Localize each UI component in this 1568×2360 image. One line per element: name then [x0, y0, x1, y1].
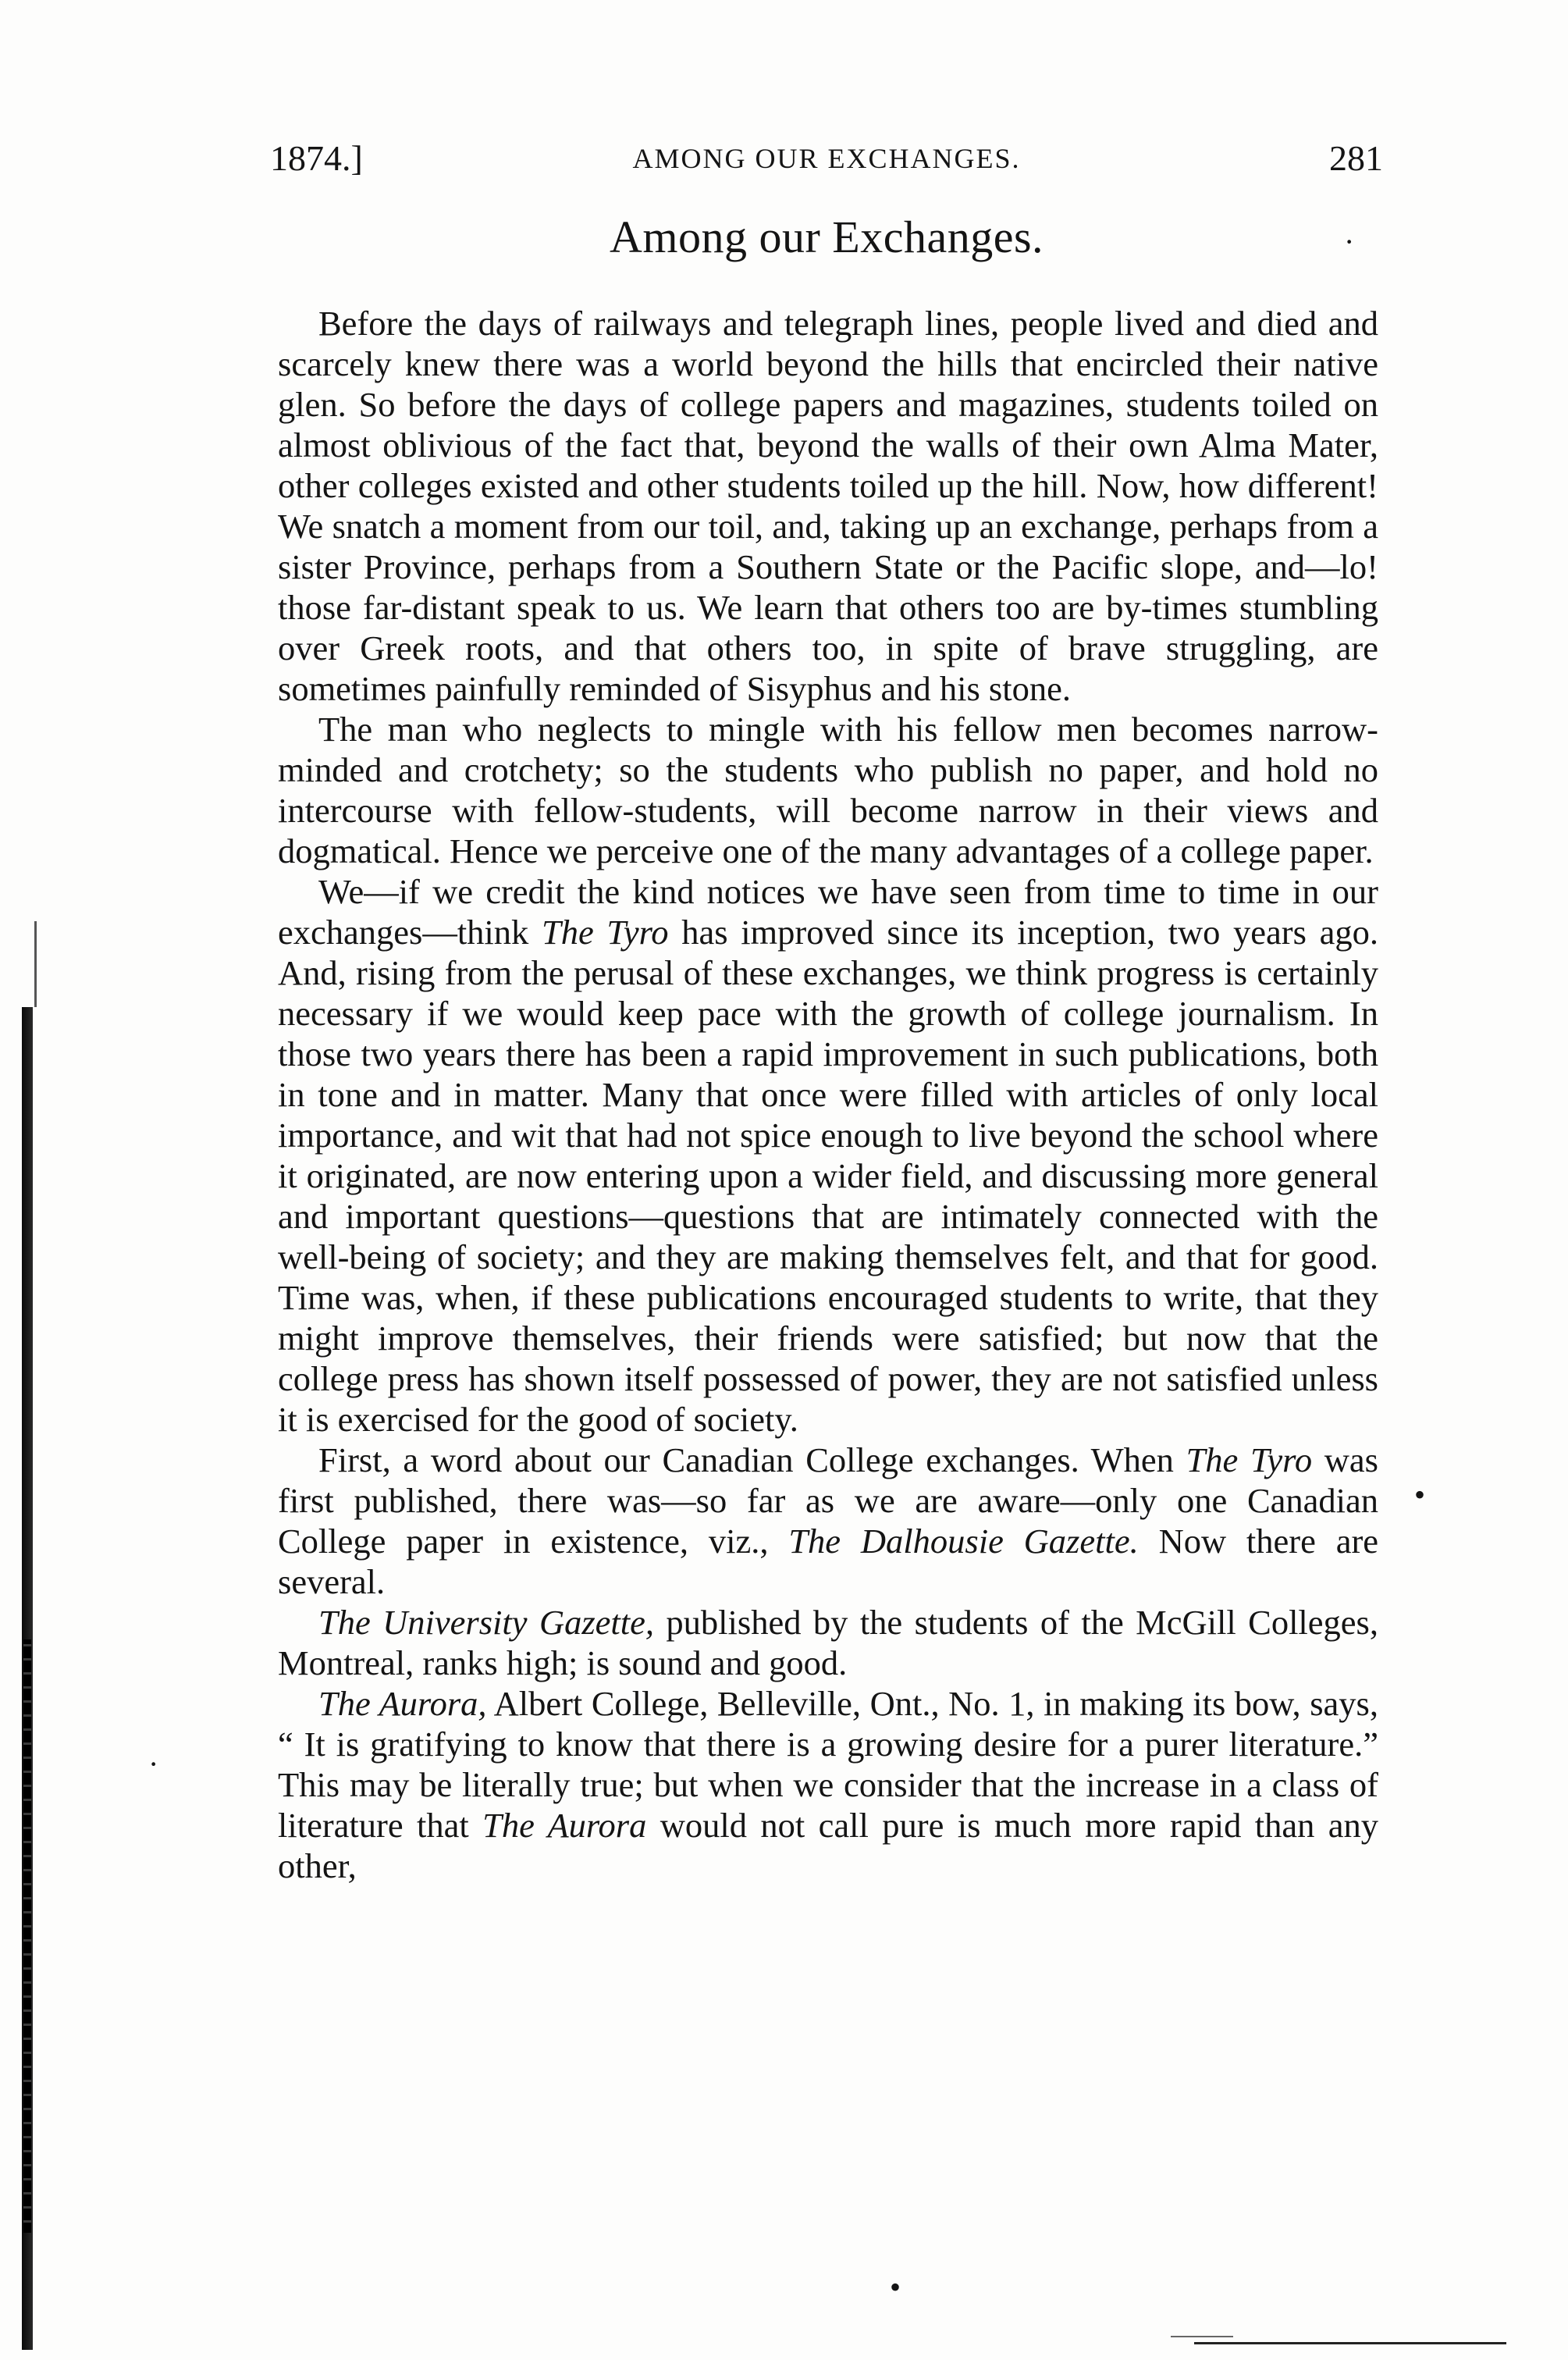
text-run: published by the students of the McGill Colleges, Montreal, ranks high; is sound and good. — [278, 1603, 1378, 1682]
header-page-number: 281 — [1329, 138, 1383, 178]
text-run: Albert College, Belleville, Ont., No. 1, in making its bow, says, “ It is gratifying to know that there is a growing desire for a purer literature.” This may be literally true; but when we consider that the increase in a class of literature that — [278, 1684, 1378, 1845]
header-running-title: AMONG OUR EXCHANGES. — [632, 143, 1021, 174]
paragraph — [278, 303, 1378, 709]
scan-edge-line — [34, 921, 37, 1007]
text-run: The man who neglects to mingle with his fellow men becomes narrow-minded and crotchety; so the students who publish no paper, and hold no intercourse with fellow-students, will become narrow in their views and dogmatical. Hence we perceive one of the many advantages of a college paper. — [278, 710, 1378, 870]
italic-title: The Aurora — [482, 1806, 647, 1845]
article-title: Among our Exchanges. — [609, 212, 1044, 262]
stray-mark: · — [1344, 224, 1355, 259]
italic-title: The University Gazette, — [318, 1603, 655, 1642]
text-run: We—if we credit the kind notices we have seen from time to time in our exchanges—think — [278, 872, 1378, 952]
running-header — [270, 137, 1383, 184]
stray-mark: • — [1414, 1477, 1426, 1512]
text-run: would not call pure is much more rapid than any other, — [278, 1806, 1378, 1885]
text-run: was first published, there was—so far as we are aware—only one Canadian College paper in existence, viz., — [278, 1440, 1378, 1561]
footer-rule — [1194, 2342, 1506, 2344]
italic-title: The Tyro — [1186, 1440, 1313, 1479]
scan-edge-specks — [23, 1639, 31, 2233]
italic-title: The Dalhousie Gazette. — [788, 1522, 1139, 1561]
text-run: has improved since its inception, two years ago. And, rising from the perusal of these exchanges, we think progress is certainly necessary if we would keep pace with the growth of college journalism. In those two years there has been a rapid improvement in such publications, both in tone and in matter. Many that once were filled with articles of only local importance, and wit that had not spice enough to live beyond the school where it originated, are now entering upon a wider field, and discussing more general and important questions—questions that are intimately connected with the well-being of society; and they are making themselves felt, and that for good. Time was, when, if these publications encouraged students to write, that they might improve themselves, their friends were satisfied; but now that the college press has shown itself possessed of power, they are not satisfied unless it is exercised for the good of society. — [278, 913, 1378, 1439]
text-run: Before the days of railways and telegraph lines, people lived and died and scarcely knew there was a world beyond the hills that encircled their native glen. So before the days of college papers and magazines, students toiled on almost oblivious of the fact that, beyond the walls of their own Alma Mater, other colleges existed and other students toiled up the hill. Now, how different! We snatch a moment from our toil, and, taking up an exchange, perhaps from a sister Province, perhaps from a Southern State or the Pacific slope, and—lo! those far-distant speak to us. We learn that others too are by-times stumbling over Greek roots, and that others too, in spite of brave struggling, are sometimes painfully reminded of Sisyphus and his stone. — [278, 304, 1378, 708]
text-run: Now there are several. — [278, 1522, 1379, 1601]
paragraph — [278, 709, 1378, 871]
paragraph — [278, 871, 1378, 1440]
footer-rule-short — [1171, 2336, 1233, 2337]
italic-title: The Aurora, — [318, 1684, 487, 1723]
header-year: 1874.] — [270, 138, 363, 178]
paragraph — [278, 1602, 1378, 1683]
text-run: First, a word about our Canadian College exchanges. When — [318, 1440, 1186, 1479]
italic-title: The Tyro — [541, 913, 669, 952]
paragraph — [278, 1683, 1378, 1886]
paragraph — [278, 1440, 1378, 1602]
article-body — [278, 303, 1378, 1886]
stray-mark: • — [890, 2269, 901, 2305]
stray-mark: · — [148, 1746, 159, 1782]
